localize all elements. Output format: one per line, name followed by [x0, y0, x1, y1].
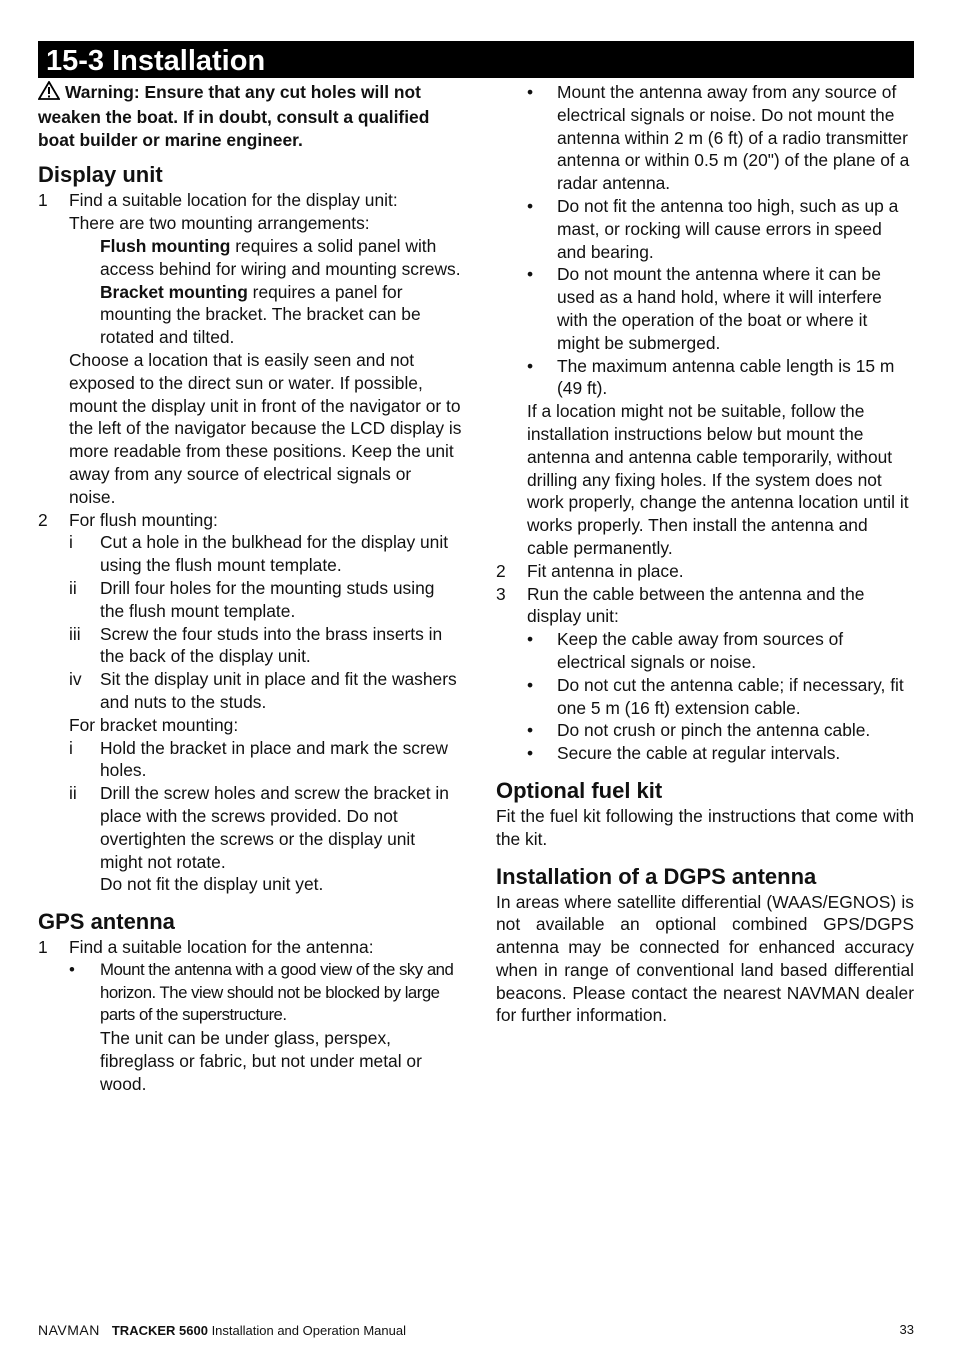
heading-display-unit: Display unit [38, 162, 163, 188]
footer-manual-title: Installation and Operation Manual [207, 1323, 406, 1338]
flush-step [38, 623, 462, 669]
gps-bullet [496, 81, 914, 195]
roman-numeral: ii [69, 783, 77, 804]
step-number: 1 [38, 937, 48, 958]
page-title: 15-3 Installation [46, 45, 266, 77]
roman-numeral: i [69, 532, 73, 553]
step-number: 1 [38, 190, 48, 211]
roman-numeral: iii [69, 623, 81, 644]
bullet-icon: • [69, 959, 75, 979]
flush-step [38, 668, 462, 714]
footer-brand: NAVMAN [38, 1322, 100, 1338]
bullet-icon: • [527, 355, 534, 376]
bullet-icon: • [527, 674, 534, 695]
bullet-icon: • [527, 743, 534, 764]
step-number: 2 [496, 560, 506, 581]
flush-step-text: Screw the four studs into the brass inserts in the back of the display unit. [100, 623, 443, 667]
bullet-icon: • [527, 629, 534, 650]
step-text: There are two mounting arrangements: [69, 213, 370, 234]
bracket-step [38, 782, 462, 873]
cable-bullet [496, 742, 914, 765]
gps-bullet-text: Mount the antenna away from any source of electrical signals or noise. Do not mount the antenna within 2 m (6 ft) of a radio transmitter antenna or within 0.5 m (20") of the plane of a radar antenna. [557, 82, 910, 194]
step-number: 3 [496, 583, 506, 604]
bullet-icon: • [527, 82, 534, 102]
step-3-gps [496, 583, 914, 629]
flush-step [38, 577, 462, 623]
bracket-step-text: Drill the screw holes and screw the bracket in place with the screws provided. Do not overtighten the screws or the display unit might not rotate. [100, 783, 449, 872]
warning-text: Warning: Ensure that any cut holes will not weaken the boat. If in doubt, consult a qualified boat builder or marine engineer. [38, 82, 430, 150]
step-text: Find a suitable location for the display unit: [69, 190, 398, 211]
step-2-display [38, 509, 462, 532]
heading-fuel-kit: Optional fuel kit [496, 777, 663, 803]
flush-step-text: Sit the display unit in place and fit the washers and nuts to the studs. [100, 669, 457, 712]
gps-bullet-note: The unit can be under glass, perspex, fibreglass or fabric, but not under metal or wood. [100, 1028, 422, 1094]
bracket-step-text: Hold the bracket in place and mark the screw holes. [100, 737, 448, 781]
flush-mounting-term: Flush mounting [100, 235, 231, 256]
gps-bullet [496, 263, 914, 354]
flush-mounting-desc [38, 235, 462, 281]
step-text: Fit antenna in place. [527, 560, 684, 581]
page-number: 33 [899, 1322, 914, 1337]
bracket-mounting-label: For bracket mounting: [69, 714, 239, 735]
heading-gps-antenna: GPS antenna [38, 909, 175, 935]
gps-bullet [38, 959, 462, 1027]
gps-bullet-text: Do not fit the antenna too high, such as up a mast, or rocking will cause errors in speed and bearing. [557, 195, 899, 262]
dgps-text: In areas where satellite differential (WAAS/EGNOS) is not available an optional combined GPS/DGPS antenna may be connected for enhanced accuracy when in range of conventional land based differential beacons. Please contact the nearest NAVMAN dealer for further information. [496, 891, 914, 1026]
step-1-display [38, 189, 462, 235]
roman-numeral: ii [69, 577, 77, 598]
bracket-mounting-desc [38, 281, 462, 349]
bracket-mounting-term: Bracket mounting [100, 281, 248, 302]
cable-bullet-text: Keep the cable away from sources of electrical signals or noise. [557, 629, 844, 672]
step-text: Find a suitable location for the antenna: [69, 937, 374, 958]
heading-dgps-antenna: Installation of a DGPS antenna [496, 863, 817, 889]
temporary-install-text: If a location might not be suitable, follow the installation instructions below but mount the antenna and antenna cable temporarily, without drilling any fixing holes. If the system does not work properly, change the antenna location until it works properly. Then install the antenna and cable permanently. [527, 401, 909, 558]
gps-bullet-text: The maximum antenna cable length is 15 m (49 ft). [557, 355, 895, 399]
step-number: 2 [38, 509, 48, 530]
bracket-mounting-text: requires a panel for mounting the bracket. The bracket can be rotated and tilted. [100, 281, 421, 348]
cable-bullet-text: Secure the cable at regular intervals. [557, 743, 841, 764]
cable-bullet [496, 628, 914, 674]
step-2-gps [496, 560, 914, 583]
footer-model: TRACKER 5600 [111, 1323, 208, 1338]
gps-bullet [496, 195, 914, 263]
warning-notice [38, 81, 462, 151]
cable-bullet-text: Do not crush or pinch the antenna cable. [557, 720, 871, 741]
flush-step-text: Drill four holes for the mounting studs using the flush mount template. [100, 577, 435, 621]
cable-bullet [496, 719, 914, 742]
gps-bullet-text: Mount the antenna with a good view of the sky and horizon. The view should not be blocked by large parts of the superstructure. [100, 959, 454, 1025]
bullet-icon: • [527, 195, 534, 216]
flush-mounting-text: requires a solid panel with access behind for wiring and mounting screws. [100, 235, 461, 279]
step-text: Run the cable between the antenna and the display unit: [527, 583, 865, 627]
roman-numeral: iv [69, 669, 82, 690]
cable-bullet [496, 674, 914, 720]
flush-step-text: Cut a hole in the bulkhead for the display unit using the flush mount template. [100, 532, 449, 576]
fuel-kit-text: Fit the fuel kit following the instructions that come with the kit. [496, 805, 914, 849]
gps-bullet [496, 355, 914, 401]
roman-numeral: i [69, 737, 73, 758]
page-footer [38, 1322, 914, 1338]
warning-triangle-icon [38, 81, 60, 106]
choose-location-text: Choose a location that is easily seen and not exposed to the direct sun or water. If possible, mount the display unit in front of the navigator or to the left of the navigator because the LCD display is more readable from these positions. Keep the unit away from any source of electrical signals or noise. [69, 349, 462, 507]
step-1-gps [38, 936, 462, 959]
flush-step [38, 531, 462, 577]
right-column [496, 81, 914, 1027]
bullet-icon: • [527, 264, 534, 285]
bracket-step [38, 737, 462, 783]
cable-bullet-text: Do not cut the antenna cable; if necessary, fit one 5 m (16 ft) extension cable. [557, 674, 904, 718]
bullet-icon: • [527, 720, 534, 741]
left-column [38, 81, 462, 1096]
section-title-bar [38, 41, 914, 78]
gps-bullet-text: Do not mount the antenna where it can be used as a hand hold, where it will interfere with the operation of the boat or where it might be submerged. [557, 264, 882, 353]
step-text: For flush mounting: [69, 509, 218, 530]
display-unit-note: Do not fit the display unit yet. [100, 874, 324, 895]
